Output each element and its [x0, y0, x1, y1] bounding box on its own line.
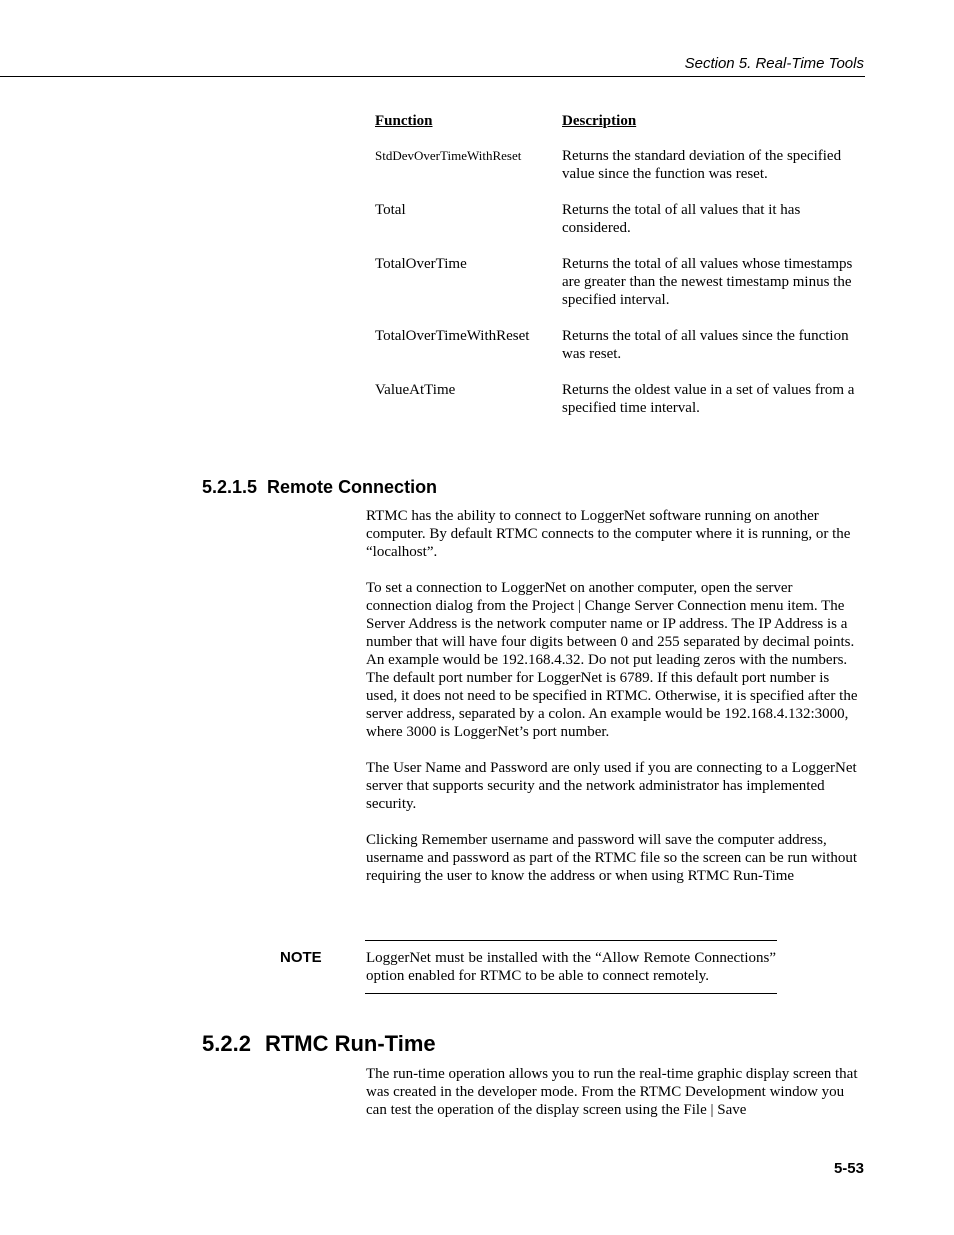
runtime-heading: [202, 1030, 436, 1057]
function-name: TotalOverTimeWithReset: [375, 328, 530, 344]
page-number: 5-53: [833, 1160, 864, 1177]
function-description: Returns the standard deviation of the specified value since the function was reset.: [562, 148, 842, 182]
function-name: Total: [375, 202, 406, 218]
paragraph: RTMC has the ability to connect to LoggerNet software running on another computer. By default RTMC connects to the computer where it is running, or the “localhost”.: [366, 508, 851, 560]
table-row: [375, 255, 875, 309]
section-number: 5.2.2: [202, 1031, 251, 1056]
section-heading-text: Remote Connection: [267, 477, 438, 497]
function-description: Returns the total of all values whose timestamps are greater than the newest timestamp minus the specified interval.: [562, 256, 853, 308]
column-header-description: Description: [562, 113, 637, 129]
function-name: ValueAtTime: [375, 382, 456, 398]
table-row: [375, 201, 875, 237]
paragraph: The User Name and Password are only used if you are connecting to a LoggerNet server that supports security and the network administrator has implemented security.: [366, 760, 857, 812]
function-name: TotalOverTime: [375, 256, 467, 272]
section-number: 5.2.1.5: [202, 477, 258, 497]
section-heading-text: RTMC Run-Time: [264, 1031, 436, 1056]
table-row: [375, 381, 875, 417]
table-row: [375, 147, 875, 183]
paragraph: To set a connection to LoggerNet on another computer, open the server connection dialog from the Project | Change Server Connection menu item. The Server Address is the network computer name or IP address. The IP Address is a number that will have four digits between 0 and 255 separated by decimal points. An example would be 192.168.4.32. Do not put leading zeros with the numbers. The default port number for LoggerNet is 6789. If this default port number is used, it does not need to be specified in RTMC. Otherwise, it is specified after the server address, separated by a colon. An example would be 192.168.4.132:3000, where 3000 is LoggerNet’s port number.: [366, 580, 858, 740]
paragraph: The run-time operation allows you to run the real-time graphic display screen that was created in the developer mode. From the RTMC Development window you can test the operation of the display screen using the File | Save: [366, 1066, 858, 1118]
function-name: StdDevOverTimeWithReset: [375, 148, 522, 163]
note-label: NOTE: [280, 949, 322, 966]
note-text: LoggerNet must be installed with the “Allow Remote Connections” option enabled for RTMC to be able to connect remotely.: [366, 950, 776, 984]
function-table: [375, 112, 875, 435]
function-description: Returns the total of all values since the function was reset.: [562, 328, 849, 362]
note-box: [365, 940, 777, 994]
remote-connection-heading: [202, 476, 437, 498]
remote-connection-body: [366, 507, 861, 903]
function-description: Returns the oldest value in a set of values from a specified time interval.: [562, 382, 855, 416]
table-row: [375, 327, 875, 363]
table-header-row: [375, 112, 875, 130]
header-divider: [0, 76, 865, 77]
column-header-function: Function: [375, 113, 433, 129]
function-description: Returns the total of all values that it has considered.: [562, 202, 801, 236]
paragraph: Clicking Remember username and password will save the computer address, username and password as part of the RTMC file so the screen can be run without requiring the user to know the address or when using RTMC Run-Time: [366, 832, 858, 884]
runtime-body: [366, 1065, 861, 1137]
section-title: Section 5. Real-Time Tools: [684, 55, 864, 72]
